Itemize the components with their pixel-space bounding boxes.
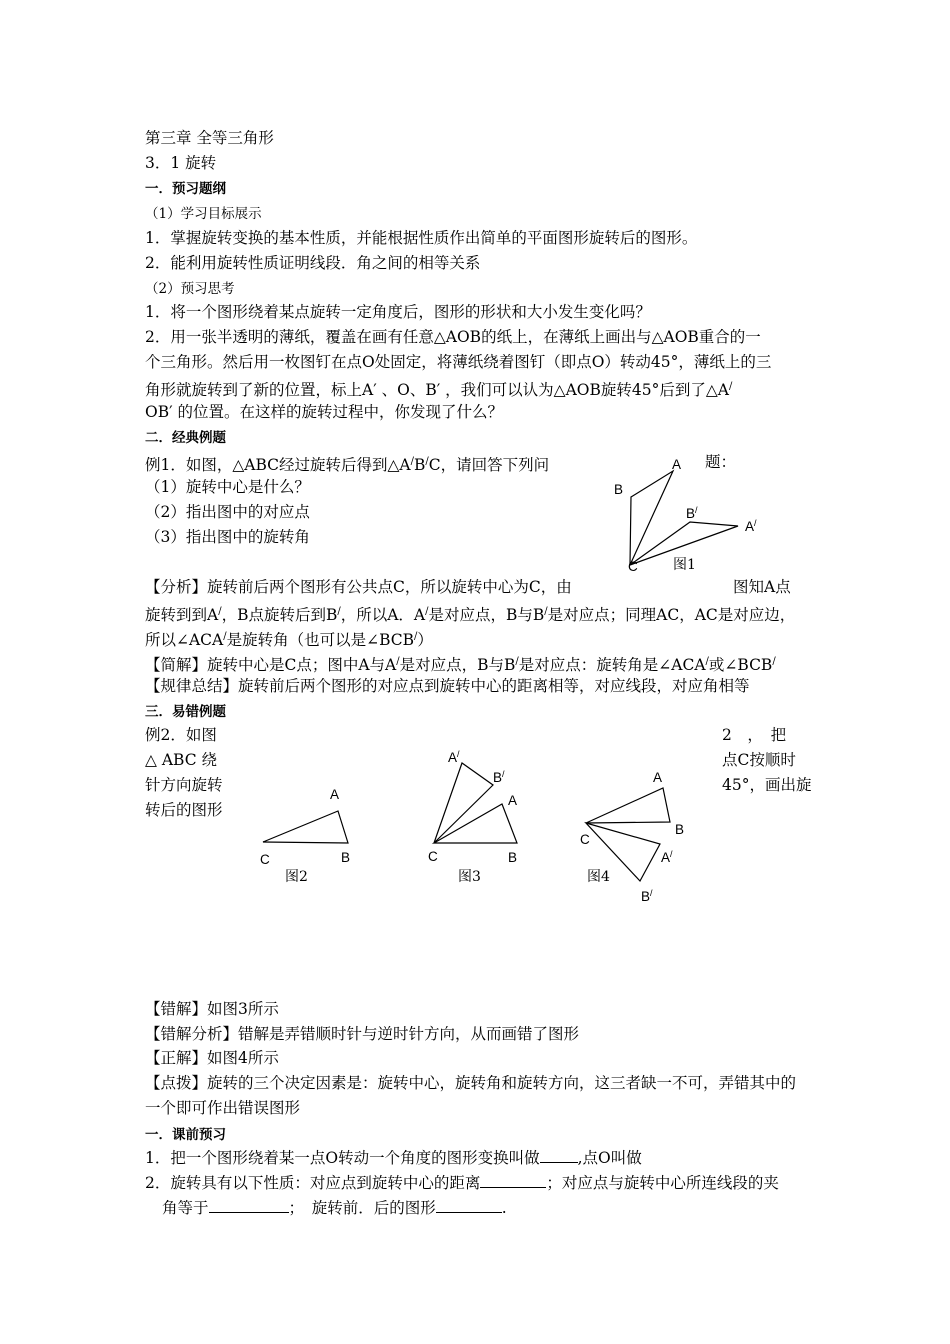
tip-line-2: 一个即可作出错误图形 [145, 1099, 301, 1117]
figure-3 [420, 745, 540, 895]
preview-1: 1．把一个图形绕着某一点O转动一个角度的图形变换叫做 ,点O叫做 [145, 1149, 642, 1167]
heading-pre-class: 一．课前预习 [145, 1127, 226, 1143]
example-1-question-end: 题： [705, 453, 737, 471]
rule-summary: 【规律总结】旋转前后两个图形的对应点到旋转中心的距离相等，对应线段，对应角相等 [145, 677, 750, 695]
brief-solution: 【简解】旋转中心是C点；图中A与A/是对应点，B与B/是对应点：旋转角是∠ACA/或∠BCB/ [145, 656, 776, 674]
wrong-solution: 【错解】如图3所示 [145, 1000, 279, 1018]
blank-3[interactable] [209, 1198, 289, 1213]
fig1-label-a: A [672, 457, 682, 472]
fig1-label-a-prime: A/ [745, 518, 757, 534]
fig4-triangle-abc [586, 788, 670, 823]
blank-4[interactable] [436, 1198, 502, 1213]
blank-2[interactable] [480, 1173, 546, 1188]
fig3-triangle-a2b2c [434, 763, 493, 843]
example-2-line-3: 针方向旋转 [145, 776, 223, 794]
fig3-triangle-abc [434, 804, 517, 843]
analysis-line-1-end: 图知A点 [733, 578, 791, 596]
wrong-analysis: 【错解分析】错解是弄错顺时针与逆时针方向，从而画错了图形 [145, 1025, 580, 1043]
chapter-title: 第三章 全等三角形 [145, 129, 274, 147]
section-title: 3．1 旋转 [145, 154, 217, 172]
preview-2-line-2: 角等于 ； 旋转前．后的图形 . [162, 1199, 507, 1217]
example-1-q2: （2）指出图中的对应点 [145, 503, 310, 521]
fig3-label-b: B [508, 850, 518, 865]
example-2-line-2-end: 点C按顺时 [722, 751, 796, 769]
goals-label: （1）学习目标展示 [145, 206, 262, 222]
think-2-line-3: 角形就旋转到了新的位置，标上A′ 、O、B′ ，我们可以认为△AOB旋转45°后到了△A/ [145, 381, 733, 399]
fig4-label-a: A [653, 770, 663, 785]
example-2-line-2: △ ABC 绕 [145, 751, 218, 769]
goal-1: 1．掌握旋转变换的基本性质，并能根据性质作出简单的平面图形旋转后的图形。 [145, 229, 698, 247]
preview-2-line-1: 2．旋转具有以下性质：对应点到旋转中心的距离 ；对应点与旋转中心所连线段的夹 [145, 1174, 779, 1192]
think-2-line-1: 2．用一张半透明的薄纸，覆盖在画有任意△AOB的纸上，在薄纸上画出与△AOB重合的一 [145, 328, 761, 346]
fig3-label-a: A [508, 793, 518, 808]
fig4-label-b: B [675, 822, 685, 837]
fig4-label-b-prime: B/ [641, 888, 653, 904]
think-1: 1．将一个图形绕着某点旋转一定角度后，图形的形状和大小发生变化吗？ [145, 303, 651, 321]
example-2-line-1: 例2．如图 [145, 726, 217, 744]
heading-classic-examples: 二．经典例题 [145, 430, 226, 446]
heading-error-examples: 三．易错例题 [145, 704, 226, 720]
fig2-label-a: A [330, 787, 340, 802]
figure-2 [255, 785, 365, 895]
analysis-line-1: 【分析】旋转前后两个图形有公共点C，所以旋转中心为C，由 [145, 578, 572, 596]
fig2-label-c: C [260, 852, 270, 867]
fig4-caption: 图4 [587, 869, 610, 885]
fig3-caption: 图3 [458, 869, 481, 885]
example-1-question: 例1．如图，△ABC经过旋转后得到△A/B/C，请回答下列问 [145, 456, 550, 474]
goal-2: 2．能利用旋转性质证明线段．角之间的相等关系 [145, 254, 481, 272]
example-2-line-1-end: 2 ， 把 [722, 726, 787, 744]
figure-4 [575, 765, 695, 915]
fig3-label-a-prime: A/ [448, 749, 460, 765]
fig4-label-c: C [580, 832, 590, 847]
example-1-q1: （1）旋转中心是什么？ [145, 478, 310, 496]
fig1-label-b-prime: B/ [686, 505, 698, 521]
tip-line-1: 【点拨】旋转的三个决定因素是：旋转中心，旋转角和旋转方向，这三者缺一不可，弄错其中的 [145, 1074, 797, 1092]
correct-solution: 【正解】如图4所示 [145, 1049, 279, 1067]
fig1-triangle-abc [630, 471, 673, 565]
heading-preview-outline: 一．预习题纲 [145, 181, 226, 197]
example-2-line-4: 转后的图形 [145, 801, 223, 819]
fig3-label-b-prime: B/ [493, 769, 505, 785]
fig3-label-c: C [428, 849, 438, 864]
figure-1 [600, 450, 780, 580]
fig2-label-b: B [341, 850, 351, 865]
think-2-line-4: OB′ 的位置。在这样的旋转过程中，你发现了什么？ [145, 403, 504, 421]
analysis-line-2: 旋转到到A/，B点旋转后到B/，所以A．A/是对应点，B与B/是对应点；同理AC，AC是对应边， [145, 606, 796, 624]
example-1-q3: （3）指出图中的旋转角 [145, 528, 310, 546]
example-2-line-3-end: 45°，画出旋 [722, 776, 812, 794]
think-2-line-2: 个三角形。然后用一枚图钉在点O处固定，将薄纸绕着图钉（即点O）转动45°，薄纸上的三 [145, 353, 772, 371]
fig1-caption: 图1 [673, 557, 696, 573]
fig1-label-c: C [628, 559, 638, 574]
fig2-triangle-abc [263, 811, 348, 843]
fig1-label-b: B [614, 482, 624, 497]
think-label: （2）预习思考 [145, 281, 235, 297]
fig2-caption: 图2 [285, 869, 308, 885]
analysis-line-3: 所以∠ACA/是旋转角（也可以是∠BCB/） [145, 631, 433, 649]
fig4-label-a-prime: A/ [661, 849, 673, 865]
blank-1[interactable] [540, 1148, 578, 1163]
